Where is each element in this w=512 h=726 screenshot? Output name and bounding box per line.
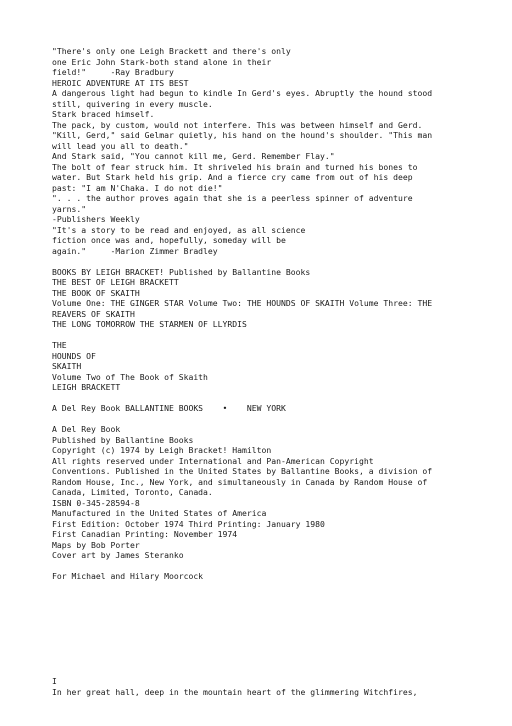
text-line: Volume Two of The Book of Skaith <box>52 371 208 382</box>
text-line: In her great hall, deep in the mountain heart of the glimmering Witchfires, <box>52 686 418 697</box>
text-line: All rights reserved under International and Pan-American Copyright <box>52 455 374 466</box>
text-line: BOOKS BY LEIGH BRACKET! Published by Ballantine Books <box>52 266 311 277</box>
text-line: THE BEST OF LEIGH BRACKETT <box>52 277 179 287</box>
text-line: field!" -Ray Bradbury <box>52 67 174 77</box>
text-line: HEROIC ADVENTURE AT ITS BEST <box>52 77 189 88</box>
text-line: Conventions. Published in the United States by Ballantine Books, a division of <box>52 466 433 476</box>
text-line: fiction once was and, hopefully, someday will be <box>52 235 286 245</box>
text-line: "There's only one Leigh Brackett and there's only <box>52 46 291 56</box>
text-line: THE LONG TOMORROW THE STARMEN OF LLYRDIS <box>52 319 247 329</box>
text-line: HOUNDS OF <box>52 350 96 361</box>
text-line: ". . . the author proves again that she is a peerless spinner of adventure <box>52 193 413 203</box>
text-line: again." -Marion Zimmer Bradley <box>52 245 218 256</box>
text-line: Published by Ballantine Books <box>52 434 194 445</box>
text-line: ISBN 0-345-28594-8 <box>52 497 140 508</box>
text-line: THE <box>52 340 67 350</box>
text-line: -Publishers Weekly <box>52 214 140 224</box>
text-line: Stark braced himself. <box>52 109 155 119</box>
chapter-number: I <box>52 676 57 686</box>
text-line: First Canadian Printing: November 1974 <box>52 529 238 539</box>
text-line: A dangerous light had begun to kindle In Gerd's eyes. Abruptly the hound stood <box>52 88 433 98</box>
text-line: REAVERS OF SKAITH <box>52 308 135 319</box>
text-line: Manufactured in the United States of America <box>52 508 267 518</box>
text-line: Canada, Limited, Toronto, Canada. <box>52 487 213 497</box>
text-line: "It's a story to be read and enjoyed, as all science <box>52 224 306 235</box>
text-line: still, quivering in every muscle. <box>52 98 213 109</box>
text-line: Random House, Inc., New York, and simultaneously in Canada by Random House of <box>52 476 428 487</box>
text-line: one Eric John Stark-both stand alone in their <box>52 56 272 67</box>
text-line: A Del Rey Book BALLANTINE BOOKS • NEW YORK <box>52 403 286 413</box>
text-line: The bolt of fear struck him. It shriveled his brain and turned his bones to <box>52 161 418 172</box>
text-line: First Edition: October 1974 Third Printing: January 1980 <box>52 518 325 529</box>
text-line: past: "I am N'Chaka. I do not die!" <box>52 182 223 193</box>
text-line: yarns." <box>52 203 87 214</box>
text-line: SKAITH <box>52 361 82 371</box>
text-line: A Del Rey Book <box>52 424 121 434</box>
text-line: THE BOOK OF SKAITH <box>52 287 140 298</box>
text-line: Volume One: THE GINGER STAR Volume Two: THE HOUNDS OF SKAITH Volume Three: THE <box>52 298 433 308</box>
text-line: For Michael and Hilary Moorcock <box>52 571 204 581</box>
text-line: Cover art by James Steranko <box>52 550 184 560</box>
text-line: Maps by Bob Porter <box>52 539 140 550</box>
text-line: The pack, by custom, would not interfere. This was between himself and Gerd. <box>52 119 423 130</box>
text-line: water. But Stark held his grip. And a fierce cry came from out of his deep <box>52 172 413 182</box>
text-line: Copyright (c) 1974 by Leigh Bracket! Hamilton <box>52 445 272 455</box>
text-line: LEIGH BRACKETT <box>52 382 121 392</box>
text-line: And Stark said, "You cannot kill me, Gerd. Remember Flay." <box>52 151 335 161</box>
text-line: will lead you all to death." <box>52 140 189 151</box>
text-line: "Kill, Gerd," said Gelmar quietly, his hand on the hound's shoulder. "This man <box>52 130 433 140</box>
